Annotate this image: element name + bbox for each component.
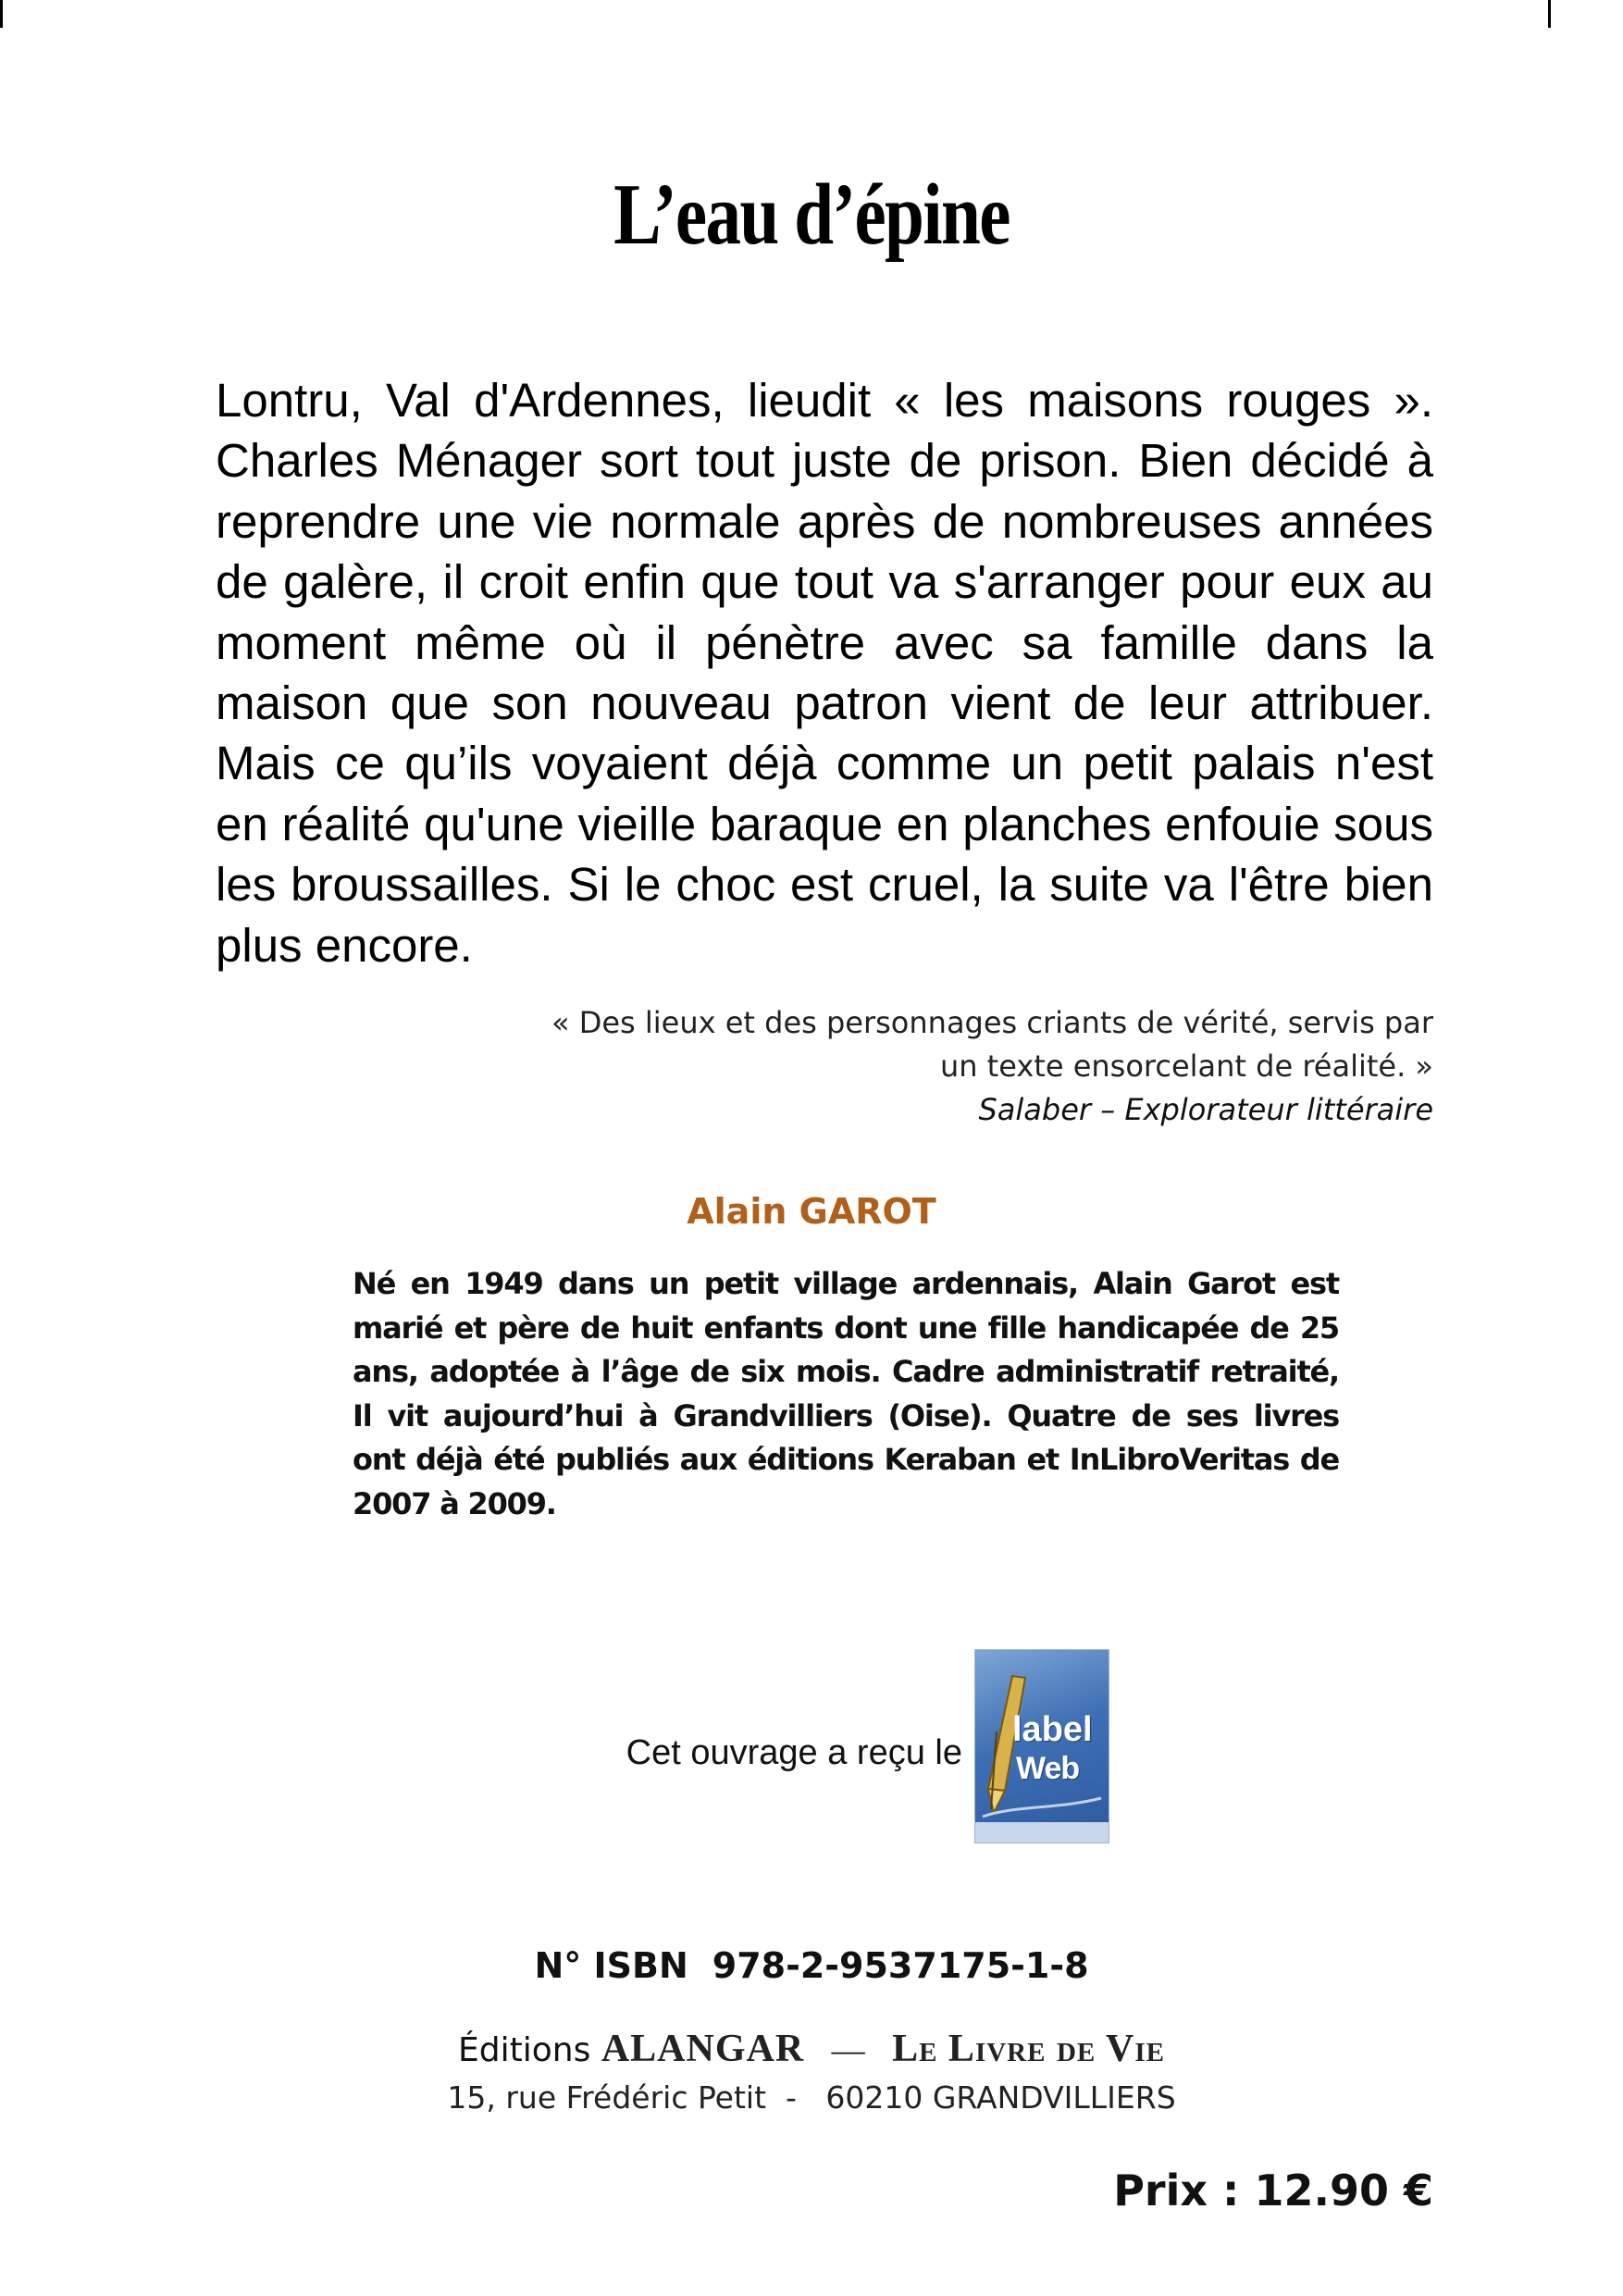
publisher-line xyxy=(0,2025,1623,2075)
publisher-prefix: Éditions xyxy=(458,2031,591,2069)
isbn-line xyxy=(0,1942,1623,1990)
publisher-address: 15, rue Frédéric Petit - 60210 GRANDVILLIERS xyxy=(447,2079,1176,2116)
review-quote-line-2: un texte ensorcelant de réalité. » xyxy=(939,1049,1433,1084)
review-quote xyxy=(463,1001,1433,1132)
badge-word-web: Web xyxy=(1016,1751,1080,1786)
isbn-label: N° ISBN xyxy=(534,1945,688,1986)
label-web-badge xyxy=(974,1649,1109,1843)
author-name: Alain GAROT xyxy=(687,1191,936,1232)
book-blurb: Lontru, Val d'Ardennes, lieudit « les maisons rouges ». Charles Ménager sort tout juste de prison. Bien décidé à reprendre une vie normale après de nombreuses années de galère, il croit enfin que tout va s'arranger pour eux au moment même où il pénètre avec sa famille dans la maison que son nouveau patron vient de leur attribuer. Mais ce qu’ils voyaient déjà comme un petit palais n'est en réalité qu'une vieille baraque en planches enfouie sous les broussailles. Si le choc est cruel, la suite va l'être bien plus encore. xyxy=(216,374,1433,972)
award-text: Cet ouvrage a reçu le xyxy=(626,1733,962,1772)
crop-mark-left xyxy=(0,0,3,28)
isbn-value: 978-2-9537175-1-8 xyxy=(712,1945,1089,1986)
publisher-collection: Le Livre de Vie xyxy=(892,2028,1165,2070)
badge-word-label: label xyxy=(1012,1710,1093,1749)
book-title: L’eau d’épine xyxy=(613,167,1010,263)
crop-mark-right xyxy=(1548,0,1551,28)
price-value: 12.90 € xyxy=(1254,2166,1433,2215)
author-bio: Né en 1949 dans un petit village ardennais, Alain Garot est marié et père de huit enfants dont une fille handicapée de 25 ans, adoptée à l’âge de six mois. Cadre administratif retraité, Il vit aujourd’hui à Grandvilliers (Oise). Quatre de ses livres ont déjà été publiés aux éditions Keraban et InLibroVeritas de 2007 à 2009. xyxy=(353,1266,1339,1521)
publisher-name: ALANGAR xyxy=(601,2028,805,2070)
badge-strip xyxy=(975,1822,1109,1843)
review-quote-line-1: « Des lieux et des personnages criants de vérité, servis par xyxy=(551,1005,1433,1040)
publisher-separator: — xyxy=(831,2031,865,2068)
price-line xyxy=(1018,2162,1433,2219)
price-label: Prix : xyxy=(1113,2166,1240,2215)
review-source: Salaber – Explorateur littéraire xyxy=(978,1092,1433,1127)
